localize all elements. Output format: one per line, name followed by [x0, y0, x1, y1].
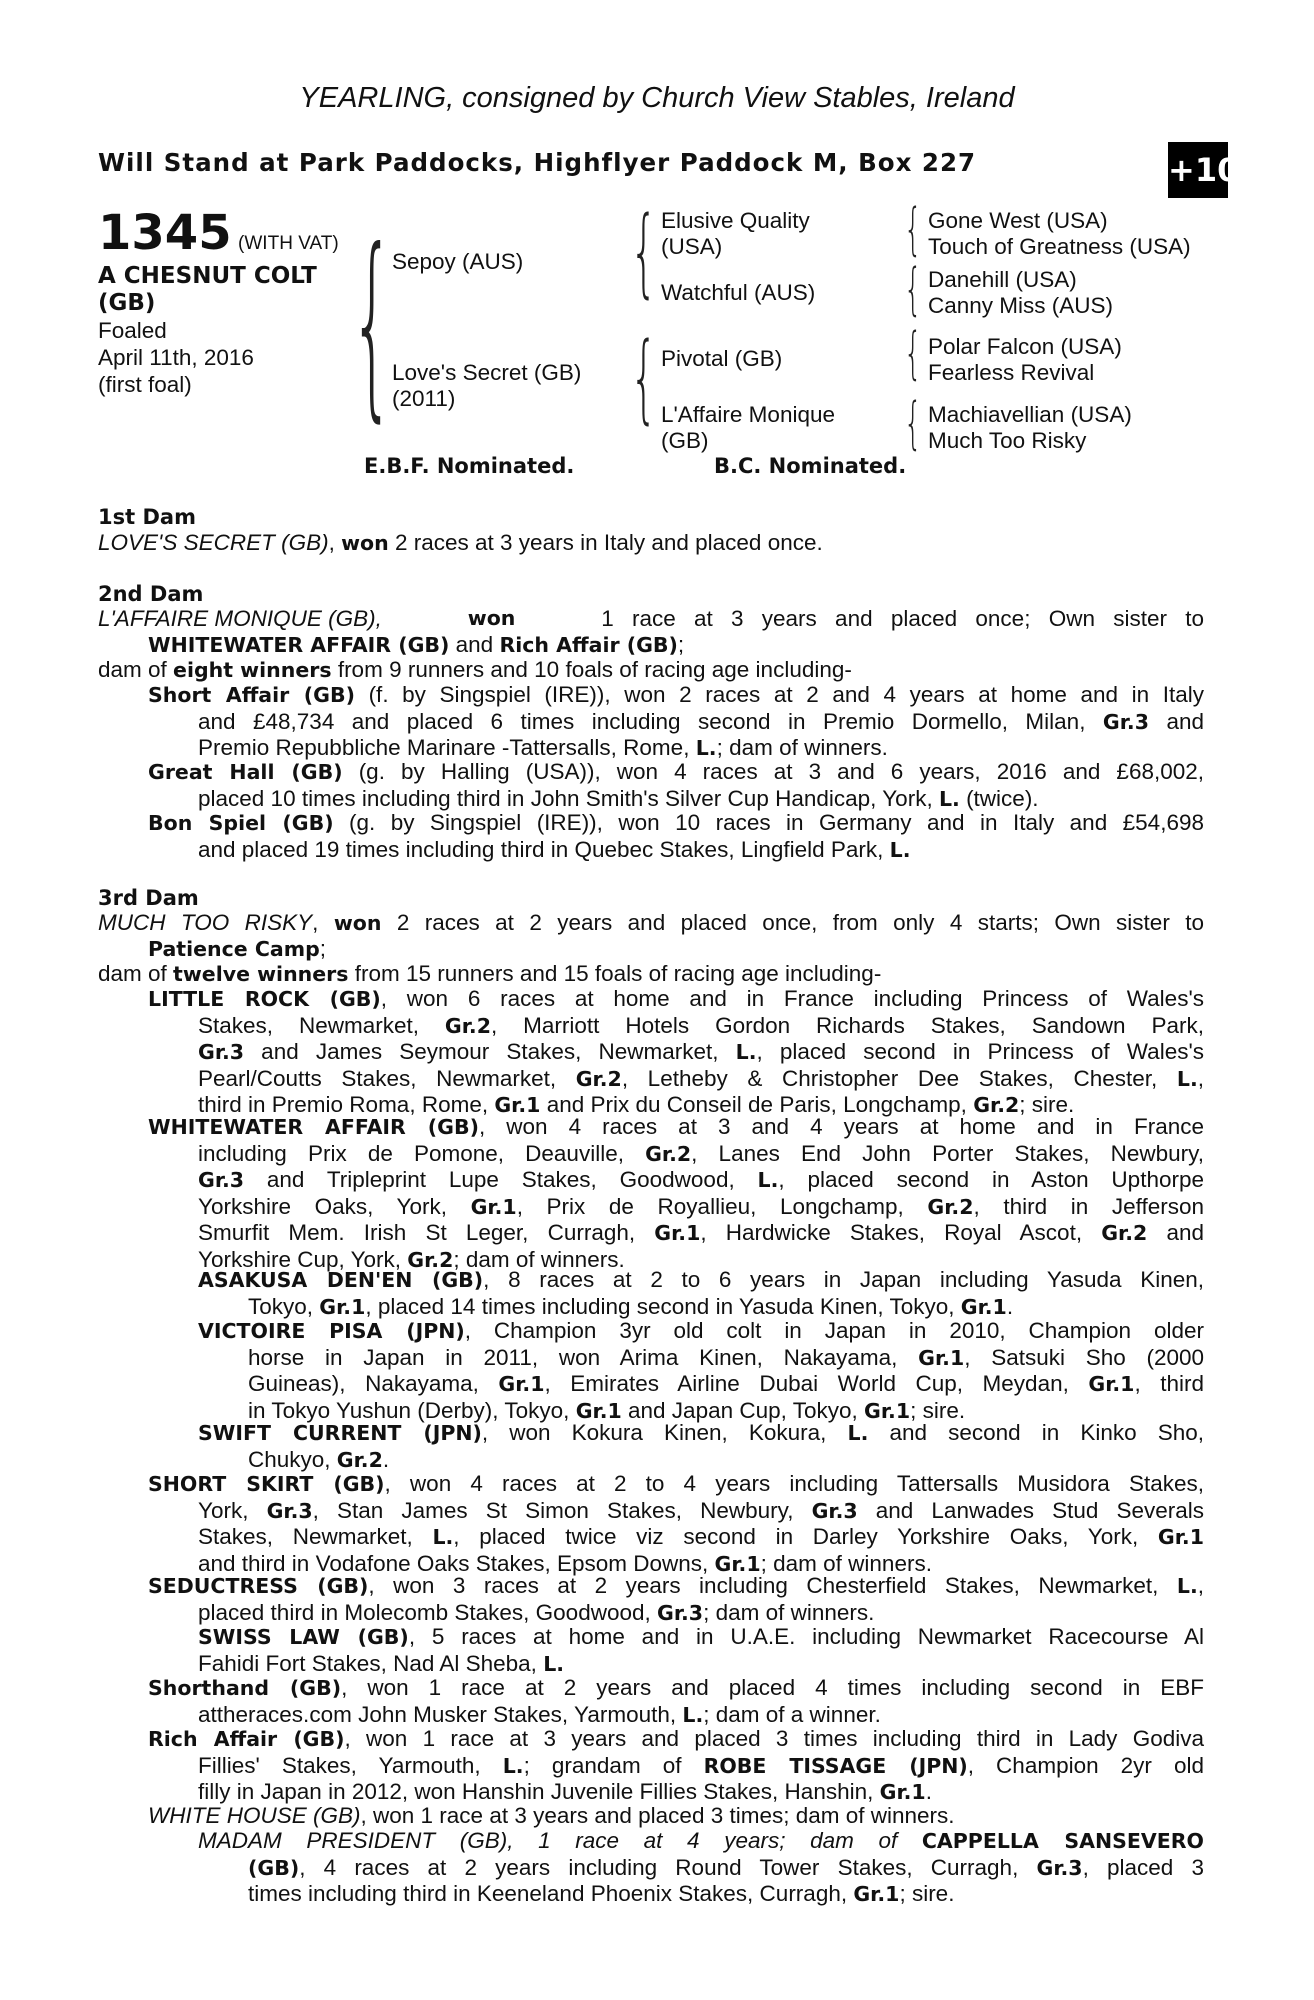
text: Stakes, Newmarket, [198, 1012, 445, 1038]
first-dam-heading: 1st Dam [98, 505, 196, 529]
entry-bon-spiel-l2 [148, 837, 1204, 864]
text: , Emirates Airline Dubai World Cup, Meydan, [544, 1371, 1089, 1397]
text: , 8 races at 2 to 6 years in Japan including Yasuda Kinen, [483, 1267, 1204, 1292]
text: , Prix de Royallieu, Longchamp, [516, 1193, 928, 1219]
text: Smurfit Mem. Irish St Leger, Curragh, [198, 1220, 655, 1246]
entry-great-hall-l2 [148, 786, 1204, 813]
grade: Gr.1 [853, 1882, 900, 1907]
entry-seductress [148, 1573, 1204, 1626]
line [148, 1702, 1204, 1729]
grade: Gr.1 [654, 1221, 701, 1246]
horse-seductress: SEDUCTRESS (GB) [148, 1574, 369, 1598]
line [198, 1828, 1204, 1855]
horse-little-rock: LITTLE ROCK (GB) [148, 987, 381, 1011]
horse-madam-president: MADAM PRESIDENT (GB), 1 race at 4 years; dam of [198, 1828, 898, 1853]
text: Chukyo, [248, 1446, 337, 1472]
text: horse in Japan in 2011, won Arima Kinen, Nakayama, [248, 1344, 919, 1370]
text: , Champion 2yr old [967, 1752, 1204, 1778]
second-dam-foals: from 9 runners and 10 foals of racing age including- [331, 657, 852, 682]
grade: Gr.2 [444, 1013, 491, 1038]
second-dam-line2 [148, 632, 684, 659]
text: , Hardwicke Stakes, Royal Ascot, [700, 1220, 1102, 1246]
text: including Prix de Pomone, Deauville, [198, 1140, 646, 1166]
text: , won 6 races at home and in France including Princess of Wales's [380, 986, 1204, 1011]
text: and second in Kinko Sho, [868, 1420, 1204, 1445]
line [148, 1498, 1204, 1525]
text: and Prix du Conseil de Paris, Longchamp, [540, 1092, 974, 1118]
line [148, 1220, 1204, 1247]
entry-white-house [148, 1803, 955, 1829]
pedigree-dam-year: (2011) [392, 386, 456, 411]
line [148, 1141, 1204, 1168]
rating-badge [1168, 142, 1240, 198]
text: , Satsuki Sho (2000 [964, 1344, 1205, 1370]
grade: Gr.2 [973, 1093, 1020, 1118]
sibling-patience-camp: Patience Camp [148, 937, 320, 961]
second-dam-line3 [98, 657, 852, 684]
text: third in Premio Roma, Rome, [198, 1092, 495, 1118]
horse-cappella-sansevero: CAPPELLA SANSEVERO [921, 1829, 1204, 1853]
horse-shorthand: Shorthand (GB) [148, 1676, 342, 1700]
text: , [1197, 1573, 1204, 1598]
grade: Gr.1 [864, 1398, 911, 1423]
line [198, 1294, 1204, 1321]
pedigree-sdd: Canny Miss (AUS) [928, 293, 1114, 318]
pedigree-dd-line1: L'Affaire Monique [661, 402, 835, 427]
entry-short-affair-l2 [148, 709, 1204, 736]
entry-little-rock [148, 986, 1204, 1119]
pedigree-sd: Watchful (AUS) [661, 280, 816, 305]
grade: Gr.3 [198, 1168, 245, 1193]
pedigree-sss: Gone West (USA) [928, 208, 1108, 233]
third-dam-won: won [333, 911, 382, 935]
line [148, 1600, 1204, 1627]
pedigree-ds: Pivotal (GB) [661, 346, 783, 371]
horse-white-house: WHITE HOUSE (GB) [148, 1803, 361, 1828]
grade: L. [735, 1040, 757, 1065]
grade: L. [1176, 1066, 1198, 1091]
entry-short-affair [148, 682, 1204, 762]
brace-gen3-4: { [904, 391, 922, 456]
pedigree-sds: Danehill (USA) [928, 267, 1077, 292]
text: Stakes, Newmarket, [198, 1524, 433, 1550]
text: , Marriott Hotels Gordon Richards Stakes, Sandown Park, [491, 1012, 1204, 1038]
text: , placed 3 [1082, 1854, 1204, 1880]
horse-rich-affair: Rich Affair (GB) [148, 1727, 345, 1751]
text: and [1148, 708, 1204, 734]
grade: Gr.2 [927, 1194, 974, 1219]
line [198, 1267, 1204, 1294]
text: . [382, 1446, 390, 1472]
text: Fahidi Fort Stakes, Nad Al Sheba, [198, 1650, 544, 1676]
text: attheraces.com John Musker Stakes, Yarmouth, [198, 1701, 683, 1727]
grade: Gr.2 [407, 1247, 454, 1272]
text: , won 3 races at 2 years including Chesterfield Stakes, Newmarket, [368, 1573, 1177, 1598]
line [198, 1447, 1204, 1474]
text: filly in Japan in 2012, won Hanshin Juvenile Fillies Stakes, Hanshin, [198, 1779, 880, 1805]
entry-swift-current [198, 1420, 1204, 1473]
entry-bon-spiel-l1 [148, 810, 1204, 837]
entry-great-hall-l1 [148, 759, 1204, 786]
text: (f. by Singspiel (IRE)), won 2 races at 2 and 4 years at home and in Italy [354, 682, 1204, 707]
second-dam-and: and [449, 632, 500, 657]
first-dam-sep: , [328, 530, 342, 555]
grade: L. [889, 837, 911, 862]
second-dam-heading: 2nd Dam [98, 582, 204, 606]
horse-robe-tissage: ROBE TISSAGE (JPN) [703, 1753, 968, 1778]
pedigree-dd-line2: (GB) [661, 428, 709, 453]
entry-rich-affair [148, 1726, 1204, 1806]
line [148, 1194, 1204, 1221]
lot-number [98, 205, 339, 261]
text: ; sire. [910, 1397, 966, 1423]
horse-asakusa-denen: ASAKUSA DEN'EN (GB) [198, 1268, 484, 1292]
lot-desc-line2: (GB) [98, 290, 156, 316]
entry-bon-spiel [148, 810, 1204, 863]
grade: L. [695, 736, 717, 761]
grade: Gr.1 [319, 1294, 366, 1319]
grade: Gr.1 [714, 1551, 761, 1576]
rating-badge-text: +10 [1168, 151, 1240, 189]
text: , won 4 races at 2 to 4 years including Tattersalls Musidora Stakes, [384, 1471, 1204, 1496]
second-dam-winners: eight winners [173, 658, 332, 682]
line [198, 1345, 1204, 1372]
grade: Gr.3 [657, 1600, 704, 1625]
grade: Gr.1 [879, 1780, 926, 1805]
horse-short-skirt: SHORT SKIRT (GB) [148, 1472, 385, 1496]
grade: Gr.3 [198, 1040, 245, 1065]
text: Tokyo, [248, 1293, 320, 1319]
text: placed third in Molecomb Stakes, Goodwood, [198, 1599, 657, 1625]
horse-great-hall: Great Hall (GB) [148, 760, 343, 784]
horse-bon-spiel: Bon Spiel (GB) [148, 811, 334, 835]
grade: L. [432, 1525, 454, 1550]
text: ; sire. [1019, 1092, 1075, 1118]
line [148, 1471, 1204, 1498]
entry-victoire-pisa [198, 1318, 1204, 1424]
line [148, 1524, 1204, 1551]
lot-number-value: 1345 [98, 205, 232, 261]
line [148, 1779, 1204, 1806]
text: (g. by Halling (USA)), won 4 races at 3 and 6 years, 2016 and £68,002, [342, 759, 1205, 784]
grade: Gr.2 [645, 1141, 692, 1166]
horse-swift-current: SWIFT CURRENT (JPN) [198, 1421, 482, 1445]
third-dam-winners: twelve winners [173, 962, 349, 986]
text: , [1197, 1065, 1204, 1091]
text: (g. by Singspiel (IRE)), won 10 races in Germany and in Italy and £54,698 [333, 810, 1204, 835]
line [198, 1881, 1204, 1908]
brace-gen3-3: { [904, 321, 922, 386]
text: , placed 14 times including second in Yasuda Kinen, Tokyo, [365, 1293, 961, 1319]
text: , Lanes End John Porter Stakes, Newbury, [691, 1140, 1204, 1166]
entry-great-hall [148, 759, 1204, 812]
entry-swiss-law [198, 1624, 1204, 1677]
text: ; dam of winners. [716, 735, 888, 761]
pedigree-sire: Sepoy (AUS) [392, 249, 524, 274]
entry-short-affair-l3 [148, 735, 1204, 762]
text: , third [1134, 1371, 1204, 1397]
grade: Gr.1 [1157, 1525, 1204, 1550]
grade: Gr.2 [1101, 1221, 1148, 1246]
pedigree-dsd: Fearless Revival [928, 360, 1095, 385]
lot-desc-line1: A CHESNUT COLT [98, 263, 317, 289]
grade: Gr.2 [575, 1066, 622, 1091]
text: , won 1 race at 2 years and placed 4 times including second in EBF [341, 1675, 1204, 1700]
second-dam-sibling-1: WHITEWATER AFFAIR (GB) [148, 633, 450, 657]
foal-note: (first foal) [98, 372, 192, 397]
horse-whitewater-affair: WHITEWATER AFFAIR (GB) [148, 1115, 479, 1139]
third-dam-line1 [98, 910, 1204, 937]
text: , won Kokura Kinen, Kokura, [481, 1420, 848, 1445]
line [148, 1726, 1204, 1753]
text: ; grandam of [523, 1752, 704, 1778]
bc-nominated: B.C. Nominated. [714, 454, 907, 478]
horse-suffix: (GB) [248, 1855, 300, 1880]
brace-dam: { [630, 322, 658, 434]
line [148, 1675, 1204, 1702]
second-dam-semi: ; [677, 632, 685, 657]
brace-gen1: { [350, 207, 395, 440]
line [148, 986, 1204, 1013]
grade: L. [502, 1753, 524, 1778]
grade: L. [938, 786, 960, 811]
stand-line: Will Stand at Park Paddocks, Highflyer Paddock M, Box 227 [98, 148, 977, 177]
pedigree-dss: Polar Falcon (USA) [928, 334, 1122, 359]
grade: Gr.3 [266, 1498, 313, 1523]
line [198, 1855, 1204, 1882]
text: ; [319, 936, 327, 961]
entry-whitewater-affair [148, 1114, 1204, 1274]
text: ; dam of winners. [453, 1246, 625, 1272]
text: , won 1 race at 3 years and placed 3 times including third in Lady Godiva [344, 1726, 1204, 1751]
grade: Gr.3 [811, 1498, 858, 1523]
text: and third in Vodafone Oaks Stakes, Epsom Downs, [198, 1550, 715, 1576]
text: Guineas), Nakayama, [248, 1371, 499, 1397]
pedigree-ss-line2: (USA) [661, 234, 723, 259]
brace-gen3-2: { [904, 257, 922, 322]
entry-madam-president [198, 1828, 1204, 1908]
first-dam-record: 2 races at 3 years in Italy and placed once. [388, 530, 823, 555]
entry-short-affair-l1 [148, 682, 1204, 709]
ebf-nominated: E.B.F. Nominated. [364, 454, 575, 478]
grade: Gr.2 [336, 1447, 383, 1472]
text: , 4 races at 2 years including Round Tower Stakes, Curragh, [299, 1854, 1037, 1880]
pedigree-ddd: Much Too Risky [928, 428, 1087, 453]
grade: Gr.3 [1102, 709, 1149, 734]
pedigree-ss-line1: Elusive Quality [661, 208, 810, 233]
brace-gen3-1: { [904, 197, 922, 262]
line [198, 1651, 1204, 1678]
grade: Gr.1 [918, 1345, 965, 1370]
text: and £48,734 and placed 6 times including second in Premio Dormello, Milan, [198, 708, 1103, 734]
grade: Gr.3 [1036, 1855, 1083, 1880]
text: , won 1 race at 3 years and placed 3 times; dam of winners. [360, 1803, 955, 1828]
foaled-date: April 11th, 2016 [98, 345, 254, 370]
text: placed 10 times including third in John Smith's Silver Cup Handicap, York, [198, 785, 939, 811]
page-title: YEARLING, consigned by Church View Stables, Ireland [299, 82, 1015, 114]
pedigree-dds: Machiavellian (USA) [928, 402, 1132, 427]
text: , placed second in Aston Upthorpe [778, 1167, 1204, 1193]
third-dam-line3 [98, 961, 881, 988]
brace-sire: { [630, 196, 658, 308]
first-dam-line [98, 530, 823, 557]
line [148, 1114, 1204, 1141]
text: and Lanwades Stud Severals [857, 1497, 1205, 1523]
text: dam of [98, 961, 174, 986]
text: , Letheby & Christopher Dee Stakes, Chester, [621, 1065, 1177, 1091]
third-dam-line2 [148, 936, 326, 963]
text: , won 4 races at 3 and 4 years at home and in France [478, 1114, 1204, 1139]
pedigree-dam-name: Love's Secret (GB) [392, 360, 582, 385]
text: , 5 races at home and in U.A.E. including Newmarket Racecourse Al [408, 1624, 1204, 1649]
text: Yorkshire Oaks, York, [198, 1193, 471, 1219]
text: from 15 runners and 15 foals of racing age including- [348, 961, 882, 986]
line [198, 1371, 1204, 1398]
grade: Gr.1 [1088, 1372, 1135, 1397]
horse-swiss-law: SWISS LAW (GB) [198, 1625, 409, 1649]
grade: Gr.1 [494, 1093, 541, 1118]
text: in Tokyo Yushun (Derby), Tokyo, [248, 1397, 576, 1423]
text: ; sire. [899, 1881, 955, 1907]
line [148, 1573, 1204, 1600]
grade: L. [543, 1651, 565, 1676]
text: . [925, 1779, 932, 1805]
text: and James Seymour Stakes, Newmarket, [244, 1039, 736, 1065]
second-dam-record: 1 race at 3 years and placed once; Own sister to [601, 606, 1204, 631]
line [148, 1039, 1204, 1066]
line [148, 1013, 1204, 1040]
text: , [312, 910, 334, 935]
grade: Gr.1 [960, 1294, 1007, 1319]
text: (twice). [959, 785, 1039, 811]
third-dam-name: MUCH TOO RISKY [98, 910, 313, 935]
line [148, 1753, 1204, 1780]
text: Yorkshire Cup, York, [198, 1246, 408, 1272]
foaled-label: Foaled [98, 318, 167, 343]
text: York, [198, 1497, 267, 1523]
text: and [1147, 1220, 1204, 1246]
line [198, 1624, 1204, 1651]
lot-description [98, 263, 317, 398]
first-dam-name: LOVE'S SECRET (GB) [98, 530, 329, 555]
grade: L. [847, 1421, 869, 1445]
grade: Gr.1 [498, 1372, 545, 1397]
entry-shorthand [148, 1675, 1204, 1728]
text: and Japan Cup, Tokyo, [621, 1397, 865, 1423]
text: Premio Repubbliche Marinare -Tattersalls, Rome, [198, 735, 696, 761]
second-dam-damof: dam of [98, 657, 174, 682]
line [198, 1420, 1204, 1447]
pedigree-ssd: Touch of Greatness (USA) [928, 234, 1191, 259]
second-dam-name: L'AFFAIRE MONIQUE (GB), [98, 606, 382, 631]
grade: Gr.1 [470, 1194, 517, 1219]
text: . [1006, 1293, 1014, 1319]
third-dam-line1-text [98, 910, 1204, 937]
text: Fillies' Stakes, Yarmouth, [198, 1752, 503, 1778]
text: ; dam of a winner. [703, 1701, 881, 1727]
line [148, 1167, 1204, 1194]
text: , Stan James St Simon Stakes, Newbury, [312, 1497, 812, 1523]
text: Pearl/Coutts Stakes, Newmarket, [198, 1065, 576, 1091]
text: , placed second in Princess of Wales's [756, 1039, 1204, 1065]
text: and Tripleprint Lupe Stakes, Goodwood, [244, 1167, 758, 1193]
text: , Champion 3yr old colt in Japan in 2010, Champion older [464, 1318, 1204, 1343]
entry-short-skirt [148, 1471, 1204, 1577]
line [198, 1318, 1204, 1345]
text: times including third in Keeneland Phoenix Stakes, Curragh, [248, 1881, 854, 1907]
text: and placed 19 times including third in Quebec Stakes, Lingfield Park, [198, 836, 890, 862]
grade: L. [682, 1702, 704, 1727]
vat-label: (WITH VAT) [238, 233, 339, 254]
entry-asakusa-denen [198, 1267, 1204, 1320]
grade: L. [1176, 1574, 1198, 1598]
first-dam-won: won [341, 531, 389, 555]
second-dam-sibling-2: Rich Affair (GB) [499, 633, 678, 657]
text: , third in Jefferson [973, 1193, 1204, 1219]
text: ; dam of winners. [760, 1550, 932, 1576]
text: ; dam of winners. [703, 1599, 875, 1625]
horse-short-affair: Short Affair (GB) [148, 683, 355, 707]
text: 2 races at 2 years and placed once, from only 4 starts; Own sister to [381, 910, 1204, 935]
horse-victoire-pisa: VICTOIRE PISA (JPN) [198, 1319, 465, 1343]
second-dam-line1 [98, 606, 1204, 632]
grade: L. [757, 1168, 779, 1193]
grade: Gr.1 [575, 1398, 622, 1423]
second-dam-won: won [467, 606, 516, 630]
third-dam-heading: 3rd Dam [98, 886, 199, 910]
line [148, 1066, 1204, 1093]
text: , placed twice viz second in Darley Yorkshire Oaks, York, [453, 1524, 1158, 1550]
